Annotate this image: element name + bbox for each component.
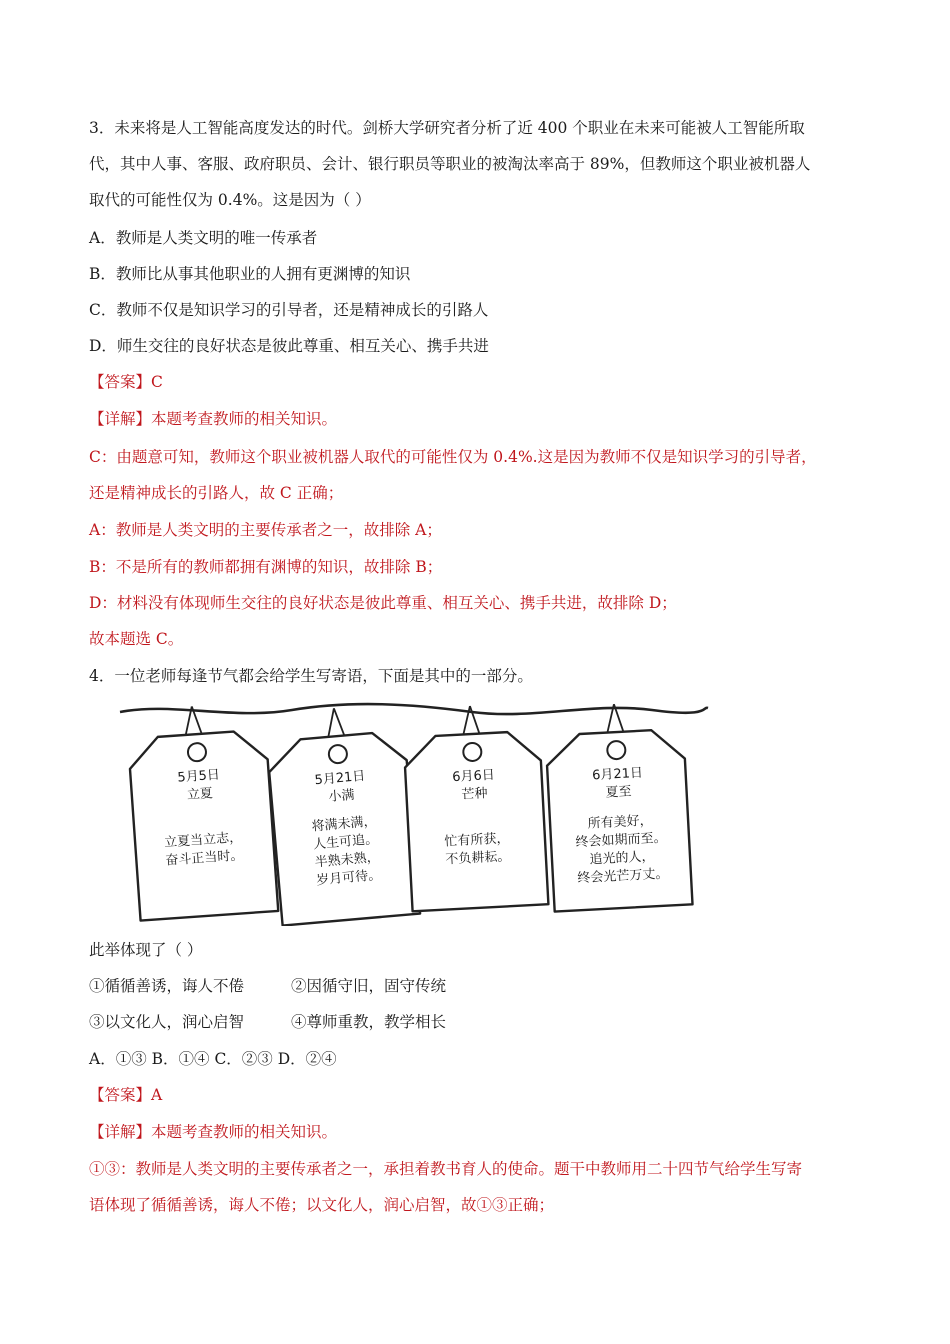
tag-xiazhi-line-4: 终会光芒万丈。 [577, 866, 669, 887]
tag-mangzhong-line-2: 不负耕耘。 [445, 849, 511, 868]
q4-statement-1: ①循循善诱，诲人不倦 [89, 977, 245, 995]
q3-option-b: B．教师比从事其他职业的人拥有更渊博的知识 [89, 265, 411, 283]
q3-option-d: D．师生交往的良好状态是彼此尊重、相互关心、携手共进 [89, 337, 489, 355]
q4-stem: 4．一位老师每逢节气都会给学生写寄语，下面是其中的一部分。 [89, 667, 533, 685]
tag-mangzhong-line-1: 忙有所获， [444, 831, 510, 850]
q3-option-a: A．教师是人类文明的唯一传承者 [89, 229, 318, 247]
detail-intro: 本题考查教师的相关知识。 [151, 410, 338, 428]
q4-explanation-1: ①③：教师是人类文明的主要传承者之一，承担着教书育人的使命。题干中教师用二十四节气给学生写寄 [89, 1160, 803, 1178]
q3-explanation-1: C：由题意可知，教师这个职业被机器人取代的可能性仅为 0.4%.这是因为教师不仅是知识学习的引导者， [89, 448, 817, 466]
solar-term-tags-illustration [112, 694, 712, 926]
q4-detail [89, 1121, 337, 1143]
tag-lixia-line-2: 奋斗正当时。 [164, 848, 244, 869]
tag-xiazhi [544, 701, 692, 912]
tag-xiaoman-line-1: 将满未满， [310, 814, 378, 835]
q3-stem-line-1: 3．未来将是人工智能高度发达的时代。剑桥大学研究者分析了近 400 个职业在未来可能被人工智能所取 [89, 119, 805, 137]
tag-xiaoman-term: 小满 [327, 787, 356, 806]
q3-explanation-6: 故本题选 C。 [89, 630, 184, 648]
tag-xiazhi-term: 夏至 [605, 784, 632, 801]
q4-statement-4: ④尊师重教，教学相长 [291, 1013, 447, 1031]
tag-lixia-term: 立夏 [186, 786, 214, 803]
q3-detail [89, 408, 337, 430]
q3-option-c: C．教师不仅是知识学习的引导者，还是精神成长的引路人 [89, 301, 489, 319]
tag-xiaoman-line-4: 岁月可待。 [315, 867, 382, 889]
answer-label: 【答案】 [89, 373, 152, 391]
q3-explanation-2: 还是精神成长的引路人，故 C 正确； [89, 484, 344, 502]
q3-answer [89, 371, 163, 393]
q3-stem-line-3: 取代的可能性仅为 0.4%。这是因为（ ） [89, 191, 371, 209]
tag-lixia-line-1: 立夏当立志， [163, 830, 243, 851]
q4-answer [89, 1084, 162, 1106]
q4-choices: A．①③ B．①④ C．②③ D．②④ [89, 1050, 337, 1068]
q4-explanation-2: 语体现了循循善诱，诲人不倦；以文化人，润心启智，故①③正确； [89, 1196, 555, 1214]
tag-xiazhi-line-3: 追光的人， [589, 849, 655, 868]
q4-statement-3: ③以文化人，润心启智 [89, 1013, 245, 1031]
hanging-string [120, 704, 708, 714]
tag-mangzhong-date: 6月6日 [451, 767, 496, 786]
tag-lixia-date: 5月5日 [176, 767, 221, 786]
q3-stem-line-2: 代，其中人事、客服、政府职员、会计、银行职员等职业的被淘汰率高于 89%，但教师这个职业被机器人 [89, 155, 811, 173]
tag-xiaoman [264, 702, 420, 925]
q4-statement-2: ②因循守旧，固守传统 [291, 977, 447, 995]
tag-lixia [126, 701, 278, 920]
detail-label: 【详解】 [89, 1123, 152, 1141]
answer-value: C [151, 373, 163, 391]
answer-value: A [151, 1086, 163, 1104]
tag-xiazhi-date: 6月21日 [591, 765, 644, 784]
tag-mangzhong-term: 芒种 [461, 786, 488, 803]
q3-explanation-5: D：材料没有体现师生交往的良好状态是彼此尊重、相互关心、携手共进，故排除 D； [89, 594, 677, 612]
tag-xiaoman-line-2: 人生可追。 [312, 831, 379, 853]
tag-xiazhi-line-1: 所有美好， [587, 813, 653, 832]
tag-xiaoman-date: 5月21日 [314, 768, 366, 789]
q3-explanation-4: B：不是所有的教师都拥有渊博的知识，故排除 B； [89, 558, 443, 576]
tag-xiaoman-line-3: 半熟未熟， [314, 849, 381, 871]
detail-intro: 本题考查教师的相关知识。 [151, 1123, 338, 1141]
tag-mangzhong [402, 702, 548, 911]
detail-label: 【详解】 [89, 410, 152, 428]
q4-question: 此举体现了（ ） [89, 941, 203, 959]
answer-label: 【答案】 [89, 1086, 152, 1104]
q3-explanation-3: A：教师是人类文明的主要传承者之一，故排除 A； [89, 521, 442, 539]
tag-xiazhi-line-2: 终会如期而至。 [575, 830, 667, 851]
